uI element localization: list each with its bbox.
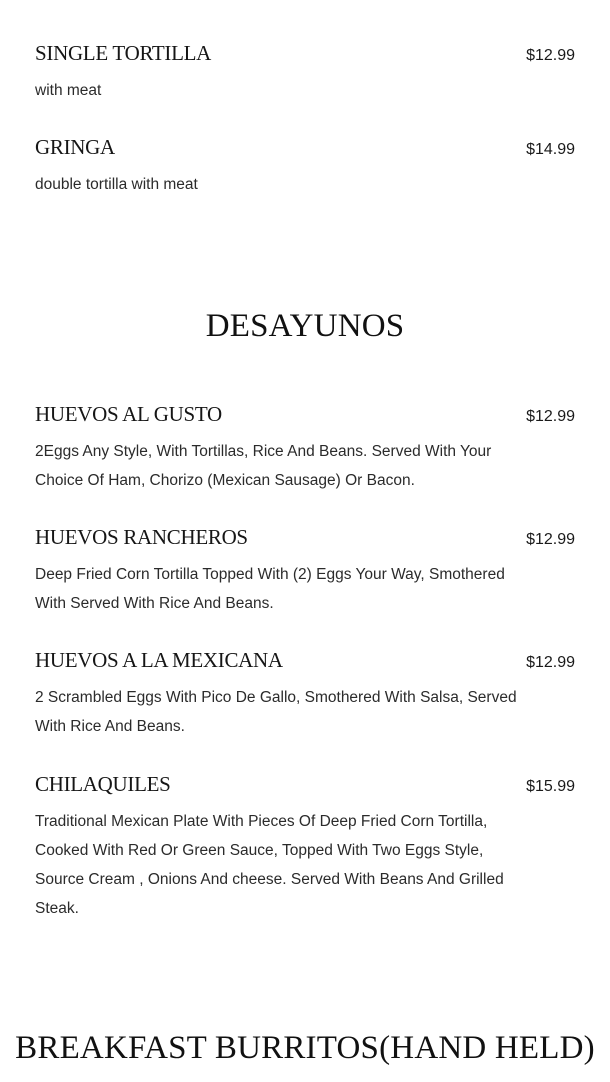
menu-item-name: HUEVOS RANCHEROS: [35, 525, 248, 549]
menu-item-description: 2 Scrambled Eggs With Pico De Gallo, Smothered With Salsa, Served With Rice And Beans.: [35, 689, 517, 735]
menu-item: [35, 402, 575, 495]
menu-item-description: double tortilla with meat: [35, 176, 198, 193]
menu-item-price: $12.99: [526, 531, 575, 548]
menu-item-description: Traditional Mexican Plate With Pieces Of Deep Fried Corn Tortilla, Cooked With Red Or Green Sauce, Topped With Two Eggs Style, Source Cream , Onions And cheese. Served With Beans And Grilled Steak.: [35, 813, 504, 917]
menu-item-price: $14.99: [526, 141, 575, 158]
menu-item: [35, 135, 575, 199]
section-title-breakfast-burritos: BREAKFAST BURRITOS(HAND HELD): [15, 1030, 595, 1066]
menu-item-name: HUEVOS A LA MEXICANA: [35, 648, 283, 672]
menu-item-description: Deep Fried Corn Tortilla Topped With (2) Eggs Your Way, Smothered With Served With Rice And Beans.: [35, 566, 505, 612]
menu-item: [35, 41, 575, 105]
section-title-desayunos: DESAYUNOS: [205, 308, 405, 344]
menu-item-price: $12.99: [526, 654, 575, 671]
menu-item: [35, 525, 575, 618]
menu-item-name: SINGLE TORTILLA: [35, 41, 212, 65]
menu-item: [35, 648, 575, 741]
menu-item-name: CHILAQUILES: [35, 772, 171, 796]
menu-item-price: $15.99: [526, 778, 575, 795]
menu-item-price: $12.99: [526, 47, 575, 64]
menu-item: [35, 772, 575, 923]
menu-item-description: 2Eggs Any Style, With Tortillas, Rice And Beans. Served With Your Choice Of Ham, Chorizo (Mexican Sausage) Or Bacon.: [35, 443, 492, 489]
menu-item-name: GRINGA: [35, 135, 115, 159]
menu-item-name: HUEVOS AL GUSTO: [35, 402, 222, 426]
menu-item-price: $12.99: [526, 408, 575, 425]
menu-item-description: with meat: [35, 82, 102, 99]
